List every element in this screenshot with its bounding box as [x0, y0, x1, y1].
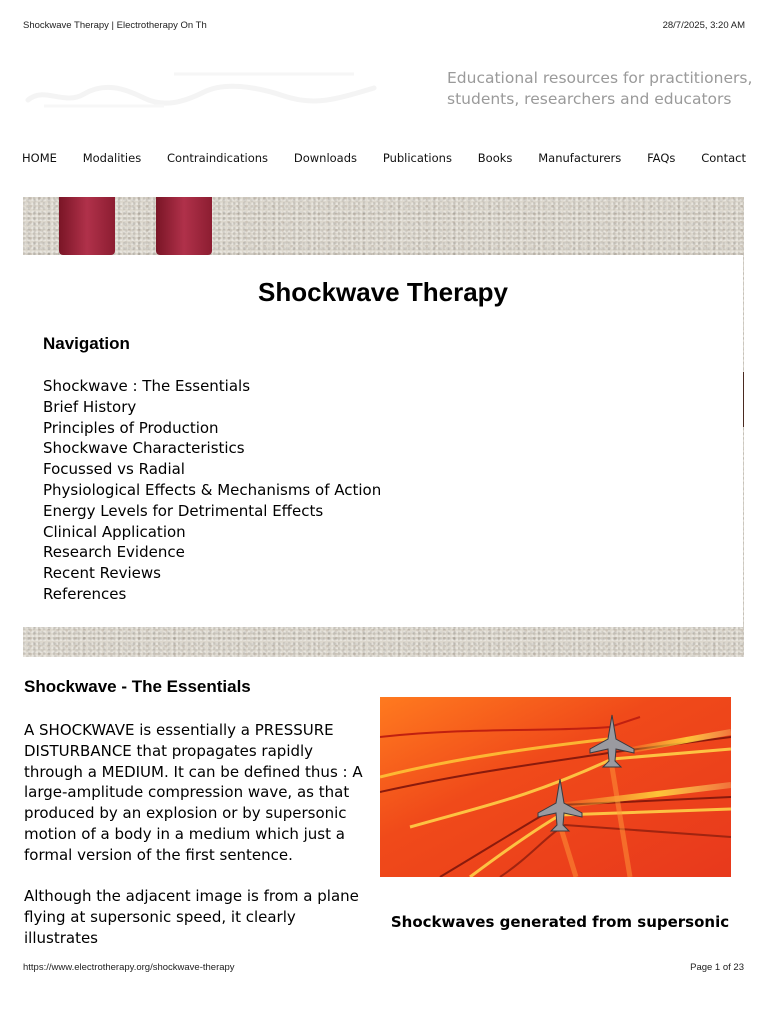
nav-item-books[interactable]: Books: [477, 151, 513, 165]
toc-link-focussed-radial[interactable]: Focussed vs Radial: [43, 460, 185, 479]
nav-item-home[interactable]: HOME: [22, 151, 57, 165]
body-paragraph: Although the adjacent image is from a plane flying at supersonic speed, it clearly illustrates: [24, 887, 359, 947]
print-footer: [23, 962, 744, 973]
site-logo[interactable]: [24, 66, 384, 116]
section-heading: Shockwave - The Essentials: [24, 677, 251, 696]
toc-link-references[interactable]: References: [43, 584, 127, 603]
toc-link-recent-reviews[interactable]: Recent Reviews: [43, 564, 161, 583]
nav-item-modalities[interactable]: Modalities: [82, 151, 142, 165]
print-url: https://www.electrotherapy.org/shockwave-therapy: [23, 962, 235, 973]
toc-link-characteristics[interactable]: Shockwave Characteristics: [43, 439, 245, 458]
banner-stripe: [59, 197, 115, 255]
navigation-card: [23, 255, 743, 627]
toc-list: [43, 376, 381, 605]
site-tagline: Educational resources for practitioners, students, researchers and educators: [447, 69, 753, 108]
toc-link-essentials[interactable]: Shockwave : The Essentials: [43, 377, 251, 395]
page-title: Shockwave Therapy: [258, 277, 508, 307]
print-page-title: Shockwave Therapy | Electrotherapy On Th: [23, 20, 207, 31]
toc-link-physiological-effects[interactable]: Physiological Effects & Mechanisms of Action: [43, 480, 382, 499]
nav-item-contraindications[interactable]: Contraindications: [167, 151, 269, 165]
nav-item-manufacturers[interactable]: Manufacturers: [538, 151, 622, 165]
nav-item-downloads[interactable]: Downloads: [293, 151, 358, 165]
shockwave-figure: [380, 697, 731, 877]
site-logo-graphic: [24, 66, 384, 116]
toc-link-energy-levels[interactable]: Energy Levels for Detrimental Effects: [43, 501, 324, 520]
main-nav: [22, 149, 746, 167]
nav-item-contact[interactable]: Contact: [701, 151, 746, 165]
toc-link-research-evidence[interactable]: Research Evidence: [43, 543, 185, 562]
toc-link-production[interactable]: Principles of Production: [43, 418, 219, 437]
nav-item-faqs[interactable]: FAQs: [647, 151, 676, 165]
print-timestamp: 28/7/2025, 3:20 AM: [662, 20, 745, 31]
print-page-info: Page 1 of 23: [690, 962, 744, 973]
navigation-heading: Navigation: [43, 334, 130, 353]
toc-link-clinical-application[interactable]: Clinical Application: [43, 522, 186, 541]
section-body: [24, 720, 372, 970]
body-paragraph: A SHOCKWAVE is essentially a PRESSURE DISTURBANCE that propagates rapidly through a MEDIUM. It can be defined thus : A large-amplitude compression wave, as that produced by an explosion or by supersonic motion of a body in a medium which just a formal version of the first sentence.: [24, 721, 363, 864]
supersonic-jets-image: [380, 697, 731, 877]
print-header: [23, 20, 745, 31]
banner-stripe: [156, 197, 212, 255]
nav-item-publications[interactable]: Publications: [382, 151, 452, 165]
toc-link-history[interactable]: Brief History: [43, 397, 137, 416]
figure-caption: Shockwaves generated from supersonic: [390, 913, 730, 931]
